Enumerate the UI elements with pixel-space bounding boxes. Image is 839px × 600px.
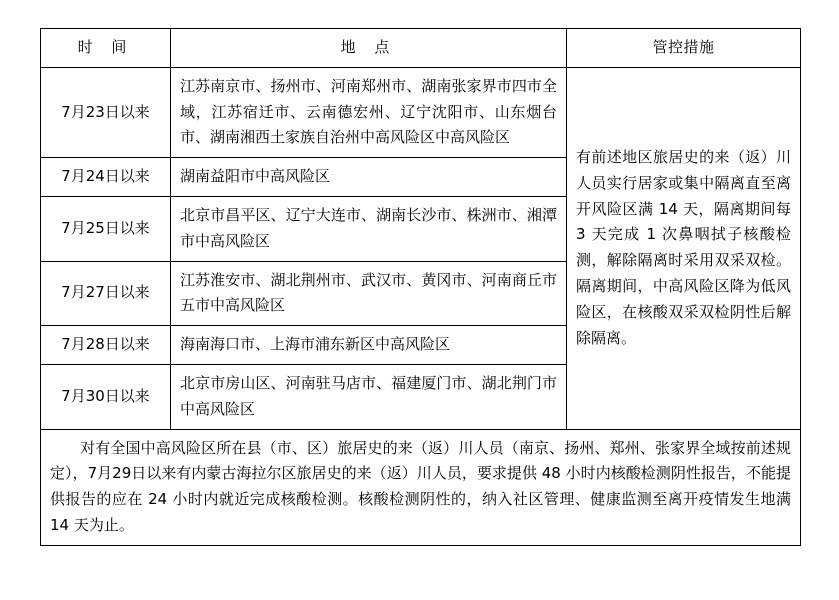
row-place: 江苏南京市、扬州市、河南郑州市、湖南张家界市四市全域，江苏宿迁市、云南德宏州、辽宁沈阳市、山东烟台市、湖南湘西土家族自治州中高风险区中高风险区 <box>171 67 567 157</box>
row-time: 7月23日以来 <box>41 67 171 157</box>
row-place: 海南海口市、上海市浦东新区中高风险区 <box>171 326 567 365</box>
header-place: 地 点 <box>171 29 567 68</box>
footnote-text: 对有全国中高风险区所在县（市、区）旅居史的来（返）川人员（南京、扬州、郑州、张家界全域按前述规定），7月29日以来有内蒙古海拉尔区旅居史的来（返）川人员，要求提供 48 小时内核酸检测阴性报告，不能提供报告的应在 24 小时内就近完成核酸检测。核酸检测阴性的，纳入社区管理、健康监测至离开疫情发生地满 14 天为止。 <box>50 438 791 534</box>
row-place: 北京市昌平区、辽宁大连市、湖南长沙市、株洲市、湘潭市中高风险区 <box>171 196 567 261</box>
table-header-row <box>41 29 801 68</box>
row-time: 7月28日以来 <box>41 326 171 365</box>
row-time: 7月24日以来 <box>41 158 171 197</box>
footnote-cell <box>41 429 801 545</box>
control-measure-cell: 有前述地区旅居史的来（返）川人员实行居家或集中隔离直至离开风险区满 14 天，隔离期间每 3 天完成 1 次鼻咽拭子核酸检测，解除隔离时采用双采双检。隔离期间，中高风险区降为低风险区，在核酸双采双检阴性后解除隔离。 <box>567 67 801 429</box>
row-time: 7月27日以来 <box>41 261 171 326</box>
header-time: 时 间 <box>41 29 171 68</box>
row-place: 湖南益阳市中高风险区 <box>171 158 567 197</box>
table-footnote-row <box>41 429 801 545</box>
row-place: 江苏淮安市、湖北荆州市、武汉市、黄冈市、河南商丘市五市中高风险区 <box>171 261 567 326</box>
risk-control-table <box>40 28 801 546</box>
row-place: 北京市房山区、河南驻马店市、福建厦门市、湖北荆门市中高风险区 <box>171 364 567 429</box>
header-measure: 管控措施 <box>567 29 801 68</box>
table-row <box>41 67 801 157</box>
row-time: 7月30日以来 <box>41 364 171 429</box>
row-time: 7月25日以来 <box>41 196 171 261</box>
